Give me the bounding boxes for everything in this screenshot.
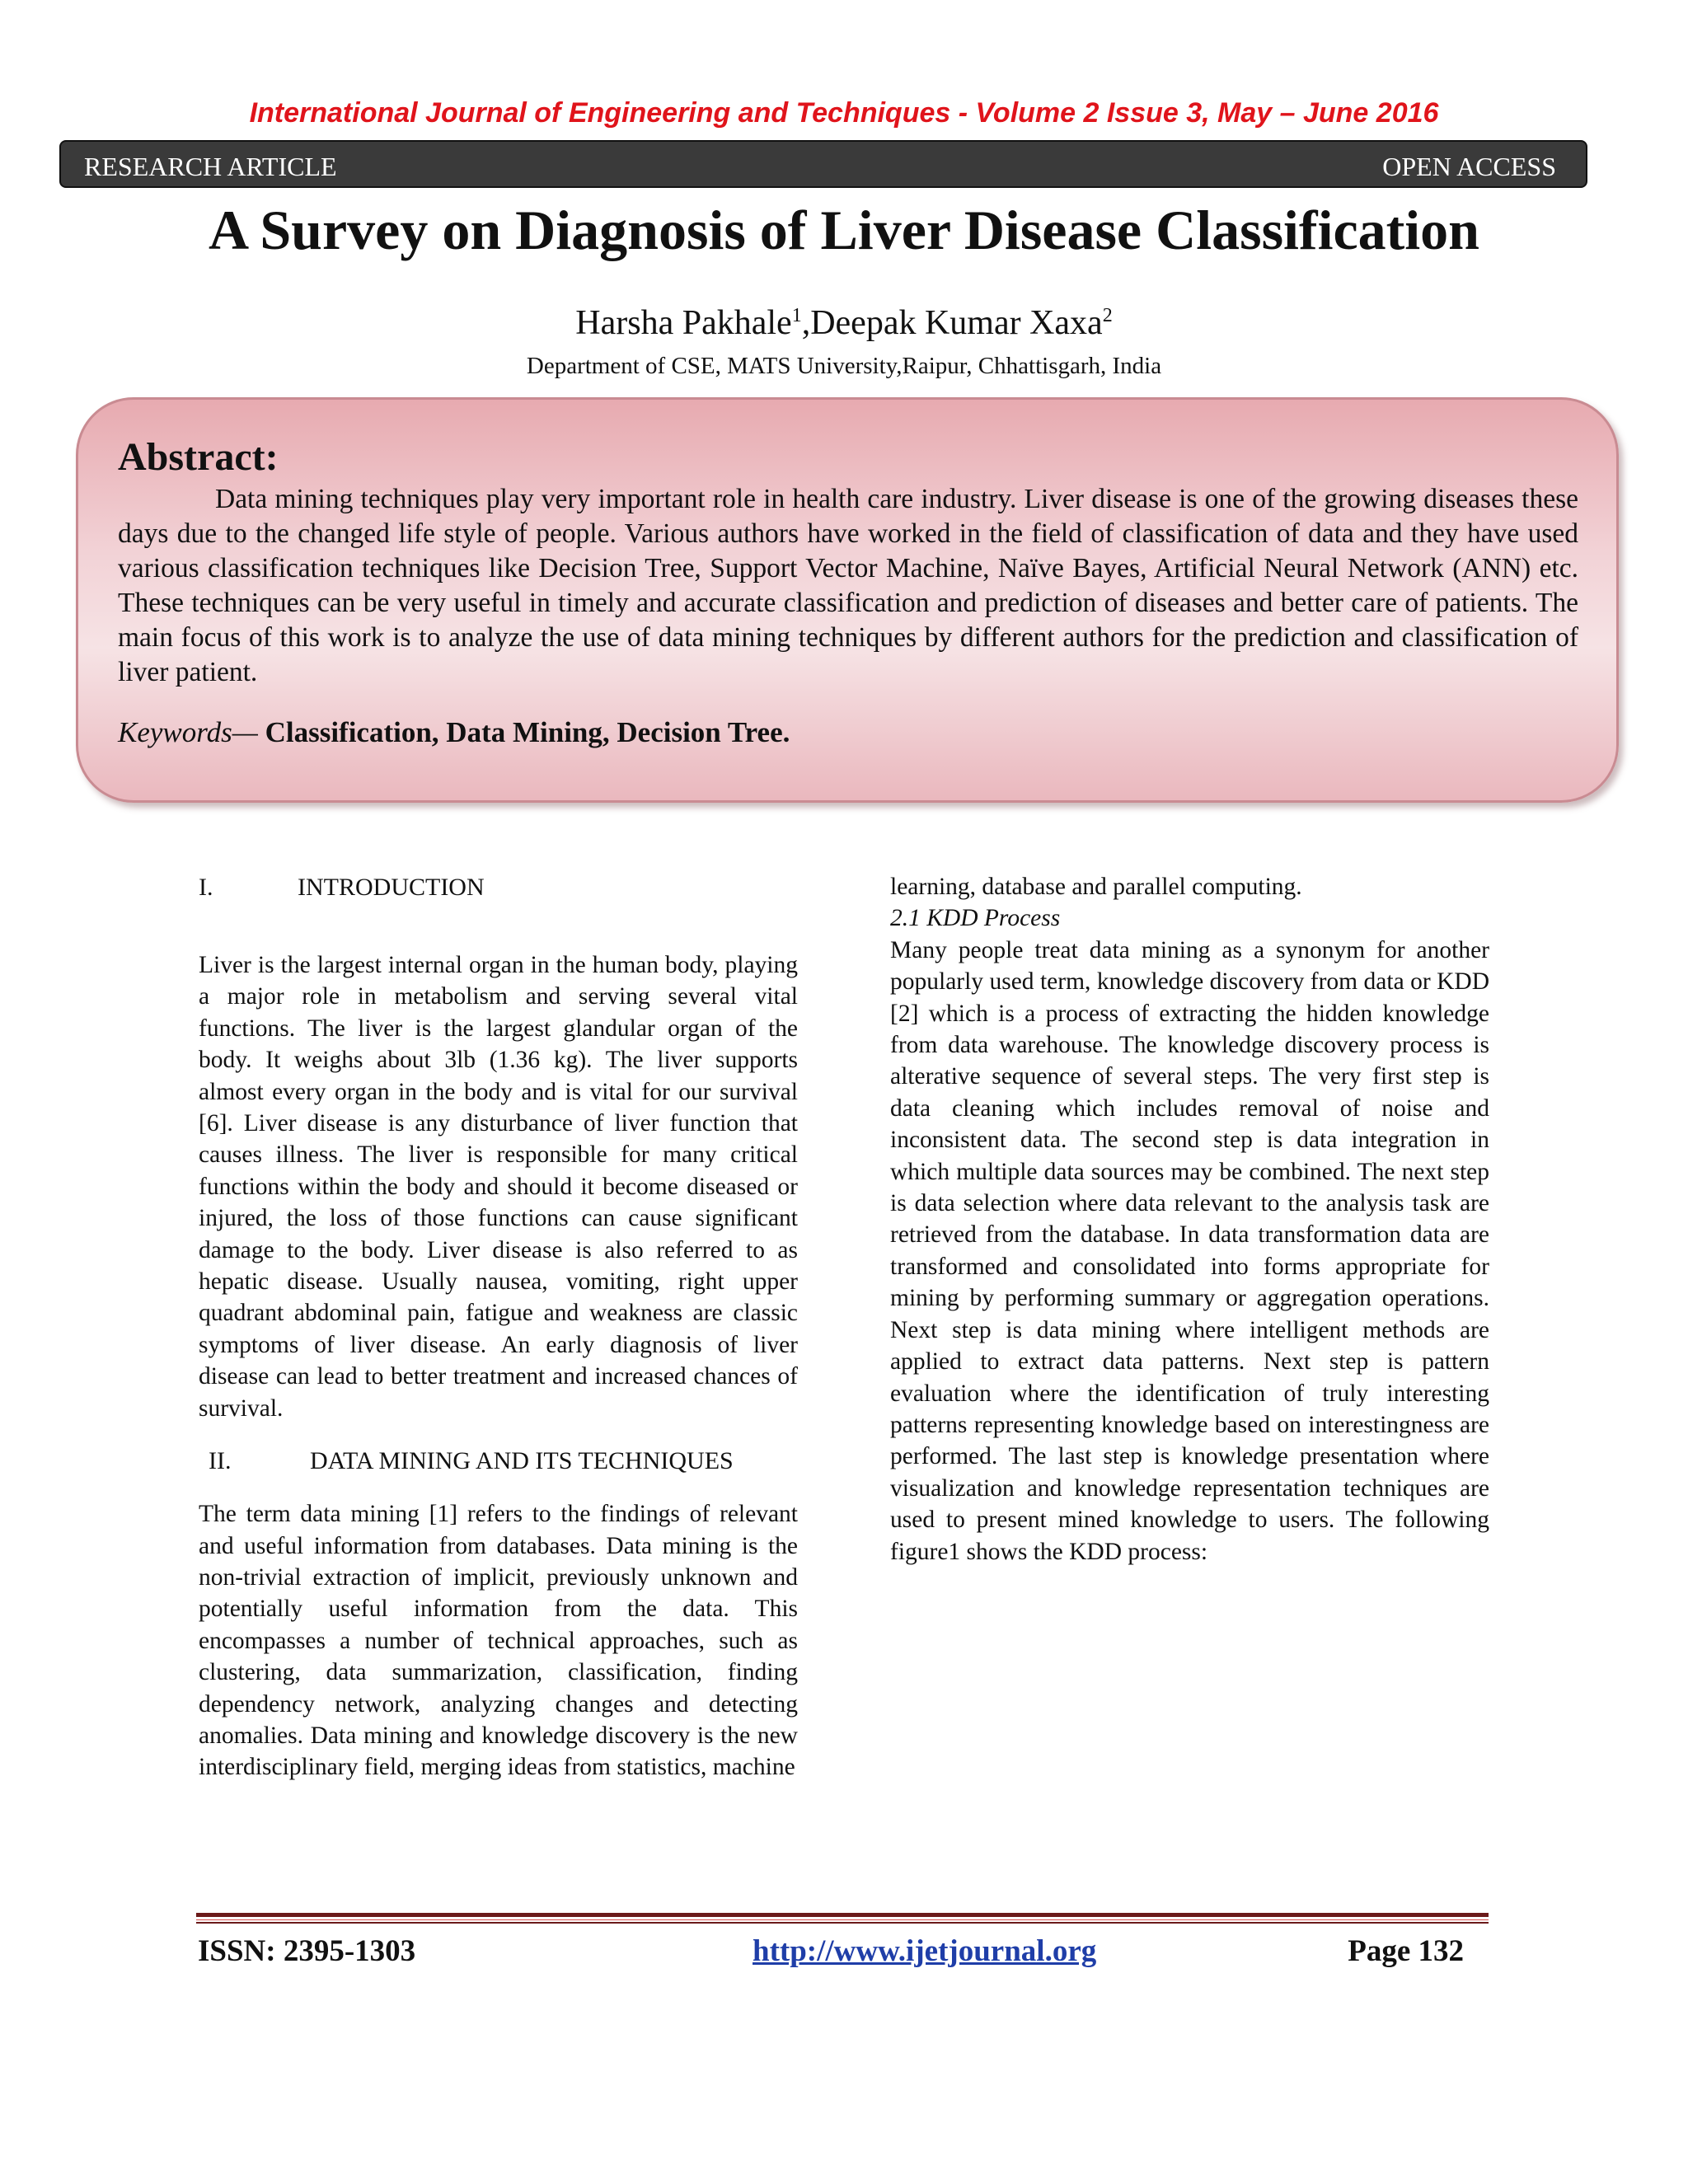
author-affiliation-mark: 1	[791, 305, 802, 326]
author-separator: ,	[801, 304, 811, 342]
article-type-bar	[59, 140, 1587, 188]
data-mining-paragraph-continued: learning, database and parallel computing.	[890, 874, 1302, 900]
affiliation: Department of CSE, MATS University,Raipur, Chhattisgarh, India	[526, 353, 1162, 379]
page-footer	[196, 1933, 1489, 1970]
abstract-text: Data mining techniques play very important role in health care industry. Liver disease is one of the growing diseases these days due to the changed life style of people. Various authors have worked in the field of classification of data and they have used various classification techniques like Decision Tree, Support Vector Machine, Naïve Bayes, Artificial Neural Network (ANN) etc. These techniques can be very useful in timely and accurate classification and prediction of diseases and better care of patients. The main focus of this work is to analyze the use of data mining techniques by different authors for the prediction and classification of liver patient.	[118, 484, 1578, 687]
section-heading-introduction	[199, 872, 798, 903]
abstract-box	[76, 397, 1619, 803]
open-access-label: OPEN ACCESS	[1382, 152, 1556, 181]
kdd-subsection	[890, 902, 1489, 1568]
author-name: Harsha Pakhale	[575, 304, 792, 342]
right-column	[890, 871, 1489, 1568]
article-type-label: RESEARCH ARTICLE	[84, 152, 337, 181]
section-title: INTRODUCTION	[298, 874, 485, 901]
author-affiliation-mark: 2	[1102, 305, 1113, 326]
author-name: Deepak Kumar Xaxa	[810, 304, 1103, 342]
footer-rule	[196, 1913, 1489, 1924]
section-title: DATA MINING AND ITS TECHNIQUES	[310, 1447, 734, 1475]
kdd-paragraph: Many people treat data mining as a synonym for another popularly used term, knowledge discovery from data or KDD [2] which is a process of extracting the hidden knowledge from data warehouse. The knowledge discovery process is alterative sequence of several steps. The very first step is data cleaning which includes removal of noise and inconsistent data. The second step is data integration in which multiple data sources may be combined. The next step is data selection where data relevant to the analysis task are retrieved from the database. In data transformation data are transformed and consolidated into forms appropriate for mining by performing summary or aggregation operations. Next step is data mining where intelligent methods are applied to extract data patterns. Next step is pattern evaluation where the identification of truly interesting patterns representing knowledge based on interestingness are performed. The last step is knowledge presentation where visualization and knowledge representation techniques are used to present mined knowledge to users. The following figure1 shows the KDD process:	[890, 936, 1489, 1565]
abstract-heading: Abstract:	[118, 435, 279, 479]
section-number: II.	[209, 1447, 232, 1475]
issn-label: ISSN: 2395-1303	[198, 1934, 416, 1968]
keywords-values: Classification, Data Mining, Decision Tree.	[257, 716, 790, 748]
journal-header: International Journal of Engineering and Techniques - Volume 2 Issue 3, May – June 2016	[249, 97, 1439, 129]
left-column	[199, 872, 798, 1783]
page-number: Page 132	[1348, 1934, 1464, 1968]
introduction-paragraph: Liver is the largest internal organ in the human body, playing a major role in metabolism and serving several vital functions. The liver is the largest glandular organ of the body. It weighs about 3lb (1.36 kg). The liver supports almost every organ in the body and is vital for our survival [6]. Liver disease is any disturbance of liver function that causes illness. The liver is responsible for many critical functions within the body and should it become diseased or injured, the loss of those functions can cause significant damage to the body. Liver disease is also referred to as hepatic disease. Usually nausea, vomiting, right upper quadrant abdominal pain, fatigue and weakness are classic symptoms of liver disease. An early diagnosis of liver disease can lead to better treatment and increased chances of survival.	[199, 952, 798, 1422]
journal-link[interactable]: http://www.ijetjournal.org	[753, 1934, 1097, 1968]
data-mining-paragraph: The term data mining [1] refers to the findings of relevant and useful information from databases. Data mining is the non-trivial extraction of implicit, previously unknown and potentially useful information from the data. This encompasses a number of technical approaches, such as clustering, data summarization, classification, finding dependency network, analyzing changes and detecting anomalies. Data mining and knowledge discovery is the new interdisciplinary field, merging ideas from statistics, machine	[199, 1501, 798, 1781]
author-line	[0, 303, 1688, 343]
section-number: I.	[199, 874, 213, 901]
keywords-label: Keywords—	[118, 716, 258, 748]
section-heading-data-mining	[199, 1446, 798, 1477]
keywords-line	[118, 716, 790, 749]
paper-title: A Survey on Diagnosis of Liver Disease Classification	[208, 199, 1480, 261]
kdd-subheading: 2.1 KDD Process	[890, 905, 1061, 932]
